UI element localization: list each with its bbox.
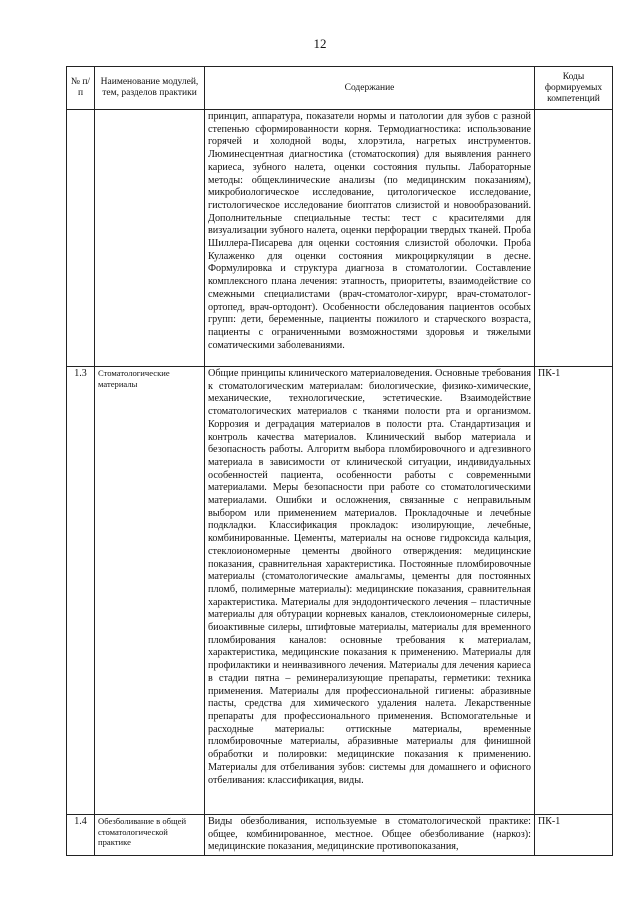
table-header-row — [67, 67, 613, 110]
practice-content-table — [66, 66, 613, 856]
header-module: Наименование модулей, тем, разделов практики — [95, 67, 205, 110]
row-number: 1.4 — [67, 815, 95, 856]
table-row — [67, 367, 613, 815]
row-number: 1.3 — [67, 367, 95, 815]
header-number: № п/п — [67, 67, 95, 110]
row-content: Виды обезболивания, используемые в стоматологической практике: общее, комбинированное, местное. Общее обезболивание (наркоз): медицинские показания, медицинские противопоказания, — [205, 815, 535, 856]
header-content: Содержание — [205, 67, 535, 110]
row-module — [95, 110, 205, 367]
table-row — [67, 110, 613, 367]
row-module: Стоматологические материалы — [95, 367, 205, 815]
row-codes: ПК-1 — [535, 815, 613, 856]
header-codes: Коды формируемых компетенций — [535, 67, 613, 110]
row-number — [67, 110, 95, 367]
row-content: Общие принципы клинического материаловедения. Основные требования к стоматологическим материалам: биологические, физико-химические, механические, технологические, эстетические. Взаимодействие стоматологических материалов с тканями полости рта и организмом. Коррозия и деградация материалов в полости рта. Стандартизация и контроль качества материалов. Клинический выбор материала и безопасность работы. Алгоритм выбора пломбировочного и адгезивного материала в зависимости от клинической ситуации, индивидуальных особенностей пациента, особенности работы с современными материалами. Меры безопасности при работе со стоматологическими материалами. Ошибки и осложнения, связанные с неправильным выбором или применением материалов. Прокладочные и лечебные подкладки. Классификация прокладок: изолирующие, лечебные, комбинированные. Цементы, материалы на основе гидроксида кальция, стеклоиономерные цементы двойного отверждения: медицинские показания, сравнительная характеристика. Постоянные пломбировочные материалы (стоматологические амальгамы, цементы для постоянных пломб, полимерные материалы): медицинские показания, сравнительная характеристика. Материалы для эндодонтического лечения – пластичные материалы для обтурации корневых каналов, стеклоиономерные силеры, биоактивные силеры, штифтовые материалы, материалы для временного пломбирования каналов: основные требования к материалам, характеристика, медицинские показания к применению. Материалы для профилактики и неинвазивного лечения. Материалы для лечения кариеса в стадии пятна – реминерализующие препараты, герметики: техника применения. Материалы для профессиональной гигиены: абразивные пасты, средства для химического удаления налета. Лекарственные препараты для профессионального применения. Вспомогательные и расходные материалы: оттискные материалы, временные пломбировочные материалы, абразивные материалы для финишной обработки и полировки: медицинские показания к применению. Материалы для отбеливания зубов: системы для домашнего и офисного отбеливания: классификация, виды. — [205, 367, 535, 815]
row-codes — [535, 110, 613, 367]
page-number: 12 — [313, 36, 327, 51]
table-row — [67, 815, 613, 856]
row-codes: ПК-1 — [535, 367, 613, 815]
row-module: Обезболивание в общей стоматологической практике — [95, 815, 205, 856]
row-content: принцип, аппаратура, показатели нормы и патологии для зубов с разной степенью сформированности корня. Термодиагностика: использование горячей и холодной воды, хлорэтила, нагретых инструментов. Люминесцентная диагностика (стоматоскопия) для выявления раннего кариеса, зубного налета, оценки состояния пульпы. Лабораторные методы: общеклинические анализы (по медицинским показаниям), микробиологическое исследование, цитологическое исследование, гистологическое исследование биоптатов слизистой и новообразований. Дополнительные специальные тесты: тест с красителями для визуализации зубного налета, оценки перфорации твердых тканей. Проба Шиллера-Писарева для оценки состояния слизистой оболочки. Проба Кулаженко для оценки состояния микроциркуляции в десне. Формулировка и структура диагноза в стоматологии. Составление комплексного плана лечения: этапность, приоритеты, взаимодействие со смежными специалистами (врач-стоматолог-хирург, врач-стоматолог-ортопед, врач-ортодонт). Особенности обследования пациентов особых групп: дети, беременные, пациенты пожилого и старческого возраста, пациенты с ограниченными возможностями здоровья и тяжелыми соматическими заболеваниями. — [205, 110, 535, 367]
